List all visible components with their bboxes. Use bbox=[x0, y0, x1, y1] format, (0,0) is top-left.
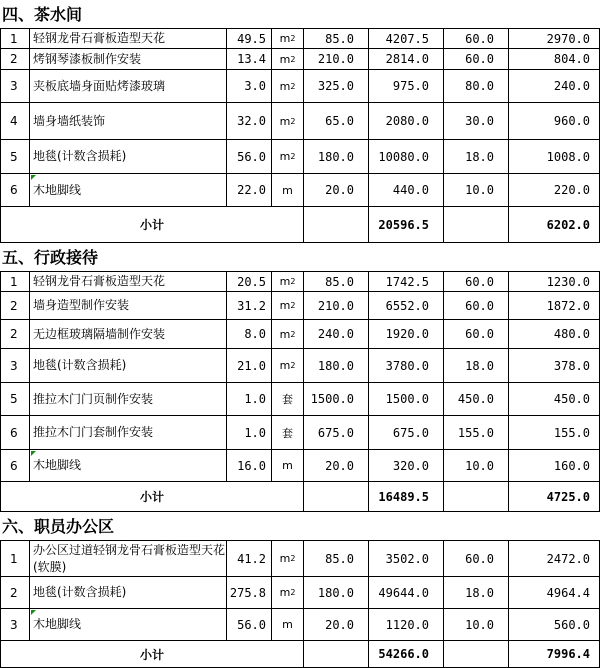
item-unit[interactable]: m 2 bbox=[272, 272, 304, 291]
item-name[interactable]: 办公区过道轻钢龙骨石膏板造型天花(软膜) bbox=[30, 541, 227, 576]
item-unit-price[interactable]: 20.0 bbox=[304, 609, 369, 640]
item-number[interactable]: 6 bbox=[0, 450, 30, 481]
comment-marker-icon bbox=[31, 610, 36, 615]
item-name[interactable]: 地毯(计数含损耗) bbox=[30, 140, 227, 173]
unit-superscript: 2 bbox=[290, 329, 296, 339]
subtotal-empty-rate[interactable] bbox=[444, 641, 509, 667]
item-subtotal[interactable]: 675.0 bbox=[369, 416, 444, 449]
table-row bbox=[0, 174, 600, 207]
item-amount[interactable]: 2970.0 bbox=[509, 29, 600, 48]
item-rate[interactable]: 60.0 bbox=[444, 292, 509, 319]
item-name[interactable]: 轻钢龙骨石膏板造型天花 bbox=[30, 29, 227, 48]
item-number[interactable]: 2 bbox=[0, 320, 30, 348]
item-amount[interactable]: 378.0 bbox=[509, 349, 600, 382]
item-name[interactable]: 轻钢龙骨石膏板造型天花 bbox=[30, 272, 227, 291]
item-rate[interactable]: 60.0 bbox=[444, 272, 509, 291]
table-row bbox=[0, 541, 600, 577]
item-name[interactable]: 推拉木门门页制作安装 bbox=[30, 383, 227, 415]
table-row bbox=[0, 320, 600, 349]
table-row bbox=[0, 29, 600, 49]
unit-superscript: 2 bbox=[290, 554, 296, 563]
amount-sum[interactable]: 6202.0 bbox=[509, 207, 600, 242]
item-quantity[interactable]: 8.0 bbox=[227, 320, 272, 348]
item-rate[interactable]: 10.0 bbox=[444, 609, 509, 640]
item-subtotal[interactable]: 2814.0 bbox=[369, 49, 444, 69]
item-number[interactable]: 3 bbox=[0, 70, 30, 102]
item-subtotal[interactable]: 1742.5 bbox=[369, 272, 444, 291]
item-amount[interactable]: 480.0 bbox=[509, 320, 600, 348]
table-row bbox=[0, 577, 600, 609]
item-rate[interactable]: 10.0 bbox=[444, 450, 509, 481]
item-rate[interactable]: 18.0 bbox=[444, 140, 509, 173]
item-quantity[interactable]: 49.5 bbox=[227, 29, 272, 48]
item-quantity[interactable]: 13.4 bbox=[227, 49, 272, 69]
subtotal-empty-price[interactable] bbox=[304, 482, 369, 511]
item-unit[interactable]: m 2 bbox=[272, 292, 304, 319]
item-subtotal[interactable]: 975.0 bbox=[369, 70, 444, 102]
item-unit[interactable]: m bbox=[272, 450, 304, 481]
unit-superscript: 2 bbox=[290, 301, 296, 310]
subtotal-label[interactable]: 小计 bbox=[0, 207, 304, 242]
item-amount[interactable]: 155.0 bbox=[509, 416, 600, 449]
table-row bbox=[0, 383, 600, 416]
item-subtotal[interactable]: 3780.0 bbox=[369, 349, 444, 382]
item-quantity[interactable]: 275.8 bbox=[227, 577, 272, 608]
item-name[interactable]: 木地脚线 bbox=[30, 609, 227, 640]
table-row bbox=[0, 609, 600, 641]
item-name[interactable]: 地毯(计数含损耗) bbox=[30, 577, 227, 608]
item-subtotal[interactable]: 6552.0 bbox=[369, 292, 444, 319]
section-title: 六、职员办公区 bbox=[0, 512, 600, 541]
item-name[interactable]: 夹板底墙身面贴烤漆玻璃 bbox=[30, 70, 227, 102]
item-amount[interactable]: 4964.4 bbox=[509, 577, 600, 608]
subtotal-row bbox=[0, 482, 600, 512]
item-subtotal[interactable]: 2080.0 bbox=[369, 103, 444, 139]
item-quantity[interactable]: 31.2 bbox=[227, 292, 272, 319]
unit-superscript: 2 bbox=[290, 588, 296, 597]
table-row bbox=[0, 349, 600, 383]
item-number[interactable]: 2 bbox=[0, 577, 30, 608]
item-unit-price[interactable]: 85.0 bbox=[304, 272, 369, 291]
item-unit[interactable]: 套 bbox=[272, 416, 304, 449]
item-quantity[interactable]: 20.5 bbox=[227, 272, 272, 291]
item-rate[interactable]: 60.0 bbox=[444, 29, 509, 48]
item-unit-price[interactable]: 210.0 bbox=[304, 292, 369, 319]
item-unit[interactable]: m 2 bbox=[272, 541, 304, 576]
item-amount[interactable]: 220.0 bbox=[509, 174, 600, 206]
item-number[interactable]: 3 bbox=[0, 349, 30, 382]
item-quantity[interactable]: 41.2 bbox=[227, 541, 272, 576]
item-unit[interactable]: m 2 bbox=[272, 349, 304, 382]
item-name[interactable]: 无边框玻璃隔墙制作安装 bbox=[30, 320, 227, 348]
item-quantity[interactable]: 21.0 bbox=[227, 349, 272, 382]
item-number[interactable]: 2 bbox=[0, 292, 30, 319]
subtotal-empty-rate[interactable] bbox=[444, 207, 509, 242]
item-number[interactable]: 5 bbox=[0, 383, 30, 415]
unit-superscript: 2 bbox=[290, 81, 296, 91]
item-rate[interactable]: 155.0 bbox=[444, 416, 509, 449]
item-number[interactable]: 1 bbox=[0, 29, 30, 48]
item-amount[interactable]: 450.0 bbox=[509, 383, 600, 415]
item-subtotal[interactable]: 49644.0 bbox=[369, 577, 444, 608]
table-row bbox=[0, 416, 600, 450]
unit-superscript: 2 bbox=[290, 277, 296, 286]
item-unit-price[interactable]: 20.0 bbox=[304, 174, 369, 206]
item-number[interactable]: 5 bbox=[0, 140, 30, 173]
item-amount[interactable]: 560.0 bbox=[509, 609, 600, 640]
item-name[interactable]: 推拉木门门套制作安装 bbox=[30, 416, 227, 449]
item-name[interactable]: 墙身墙纸装饰 bbox=[30, 103, 227, 139]
item-amount[interactable]: 804.0 bbox=[509, 49, 600, 69]
item-name[interactable]: 地毯(计数含损耗) bbox=[30, 349, 227, 382]
table-row bbox=[0, 103, 600, 140]
item-number[interactable]: 1 bbox=[0, 541, 30, 576]
item-amount[interactable]: 2472.0 bbox=[509, 541, 600, 576]
unit-superscript: 2 bbox=[290, 361, 296, 370]
item-name[interactable]: 木地脚线 bbox=[30, 174, 227, 206]
section-title: 五、行政接待 bbox=[0, 243, 600, 272]
item-quantity[interactable]: 1.0 bbox=[227, 383, 272, 415]
item-unit-price[interactable]: 675.0 bbox=[304, 416, 369, 449]
item-unit-price[interactable]: 85.0 bbox=[304, 29, 369, 48]
amount-sum[interactable]: 4725.0 bbox=[509, 482, 600, 511]
item-unit[interactable]: m 2 bbox=[272, 70, 304, 102]
unit-superscript: 2 bbox=[290, 152, 296, 161]
item-unit[interactable]: m 2 bbox=[272, 577, 304, 608]
subtotal-row bbox=[0, 641, 600, 668]
section-title: 四、茶水间 bbox=[0, 0, 600, 29]
item-number[interactable]: 2 bbox=[0, 49, 30, 69]
item-amount[interactable]: 1872.0 bbox=[509, 292, 600, 319]
item-subtotal[interactable]: 3502.0 bbox=[369, 541, 444, 576]
item-quantity[interactable]: 22.0 bbox=[227, 174, 272, 206]
item-unit-price[interactable]: 240.0 bbox=[304, 320, 369, 348]
table-row bbox=[0, 70, 600, 103]
item-unit-price[interactable]: 325.0 bbox=[304, 70, 369, 102]
item-rate[interactable]: 18.0 bbox=[444, 349, 509, 382]
item-unit-price[interactable]: 20.0 bbox=[304, 450, 369, 481]
subtotal-empty-price[interactable] bbox=[304, 641, 369, 667]
subtotal-sum[interactable]: 54266.0 bbox=[369, 641, 444, 667]
subtotal-label[interactable]: 小计 bbox=[0, 482, 304, 511]
item-unit[interactable]: m 2 bbox=[272, 103, 304, 139]
item-number[interactable]: 6 bbox=[0, 174, 30, 206]
item-subtotal[interactable]: 1500.0 bbox=[369, 383, 444, 415]
item-amount[interactable]: 960.0 bbox=[509, 103, 600, 139]
item-number[interactable]: 6 bbox=[0, 416, 30, 449]
item-unit-price[interactable]: 180.0 bbox=[304, 140, 369, 173]
table-row bbox=[0, 292, 600, 320]
item-number[interactable]: 3 bbox=[0, 609, 30, 640]
item-rate[interactable]: 30.0 bbox=[444, 103, 509, 139]
item-number[interactable]: 4 bbox=[0, 103, 30, 139]
item-name[interactable]: 墙身造型制作安装 bbox=[30, 292, 227, 319]
table-row bbox=[0, 272, 600, 292]
item-quantity[interactable]: 16.0 bbox=[227, 450, 272, 481]
item-amount[interactable]: 1230.0 bbox=[509, 272, 600, 291]
subtotal-sum[interactable]: 16489.5 bbox=[369, 482, 444, 511]
item-rate[interactable]: 60.0 bbox=[444, 320, 509, 348]
item-subtotal[interactable]: 320.0 bbox=[369, 450, 444, 481]
item-amount[interactable]: 160.0 bbox=[509, 450, 600, 481]
item-unit[interactable]: m 2 bbox=[272, 49, 304, 69]
subtotal-empty-price[interactable] bbox=[304, 207, 369, 242]
item-quantity[interactable]: 3.0 bbox=[227, 70, 272, 102]
subtotal-label[interactable]: 小计 bbox=[0, 641, 304, 667]
item-unit-price[interactable]: 85.0 bbox=[304, 541, 369, 576]
item-subtotal[interactable]: 1120.0 bbox=[369, 609, 444, 640]
unit-superscript: 2 bbox=[290, 116, 296, 126]
table-row bbox=[0, 450, 600, 482]
table-row bbox=[0, 140, 600, 174]
item-name[interactable]: 木地脚线 bbox=[30, 450, 227, 481]
item-subtotal[interactable]: 440.0 bbox=[369, 174, 444, 206]
item-unit-price[interactable]: 65.0 bbox=[304, 103, 369, 139]
item-unit[interactable]: m 2 bbox=[272, 140, 304, 173]
unit-superscript: 2 bbox=[290, 34, 296, 43]
item-unit[interactable]: m bbox=[272, 609, 304, 640]
item-unit-price[interactable]: 180.0 bbox=[304, 577, 369, 608]
subtotal-row bbox=[0, 207, 600, 243]
comment-marker-icon bbox=[31, 451, 36, 456]
amount-sum[interactable]: 7996.4 bbox=[509, 641, 600, 667]
item-rate[interactable]: 80.0 bbox=[444, 70, 509, 102]
subtotal-empty-rate[interactable] bbox=[444, 482, 509, 511]
unit-superscript: 2 bbox=[290, 54, 296, 64]
item-unit[interactable]: m bbox=[272, 174, 304, 206]
item-amount[interactable]: 240.0 bbox=[509, 70, 600, 102]
table-row bbox=[0, 49, 600, 70]
item-unit[interactable]: 套 bbox=[272, 383, 304, 415]
item-rate[interactable]: 60.0 bbox=[444, 541, 509, 576]
item-quantity[interactable]: 56.0 bbox=[227, 140, 272, 173]
item-unit-price[interactable]: 1500.0 bbox=[304, 383, 369, 415]
item-rate[interactable]: 10.0 bbox=[444, 174, 509, 206]
item-unit[interactable]: m 2 bbox=[272, 29, 304, 48]
item-subtotal[interactable]: 10080.0 bbox=[369, 140, 444, 173]
item-unit-price[interactable]: 180.0 bbox=[304, 349, 369, 382]
item-amount[interactable]: 1008.0 bbox=[509, 140, 600, 173]
item-quantity[interactable]: 56.0 bbox=[227, 609, 272, 640]
item-rate[interactable]: 450.0 bbox=[444, 383, 509, 415]
item-quantity[interactable]: 1.0 bbox=[227, 416, 272, 449]
item-unit[interactable]: m 2 bbox=[272, 320, 304, 348]
item-rate[interactable]: 60.0 bbox=[444, 49, 509, 69]
subtotal-sum[interactable]: 20596.5 bbox=[369, 207, 444, 242]
item-subtotal[interactable]: 4207.5 bbox=[369, 29, 444, 48]
item-quantity[interactable]: 32.0 bbox=[227, 103, 272, 139]
item-name[interactable]: 烤钢琴漆板制作安装 bbox=[30, 49, 227, 69]
item-unit-price[interactable]: 210.0 bbox=[304, 49, 369, 69]
comment-marker-icon bbox=[31, 175, 36, 180]
item-number[interactable]: 1 bbox=[0, 272, 30, 291]
item-rate[interactable]: 18.0 bbox=[444, 577, 509, 608]
item-subtotal[interactable]: 1920.0 bbox=[369, 320, 444, 348]
